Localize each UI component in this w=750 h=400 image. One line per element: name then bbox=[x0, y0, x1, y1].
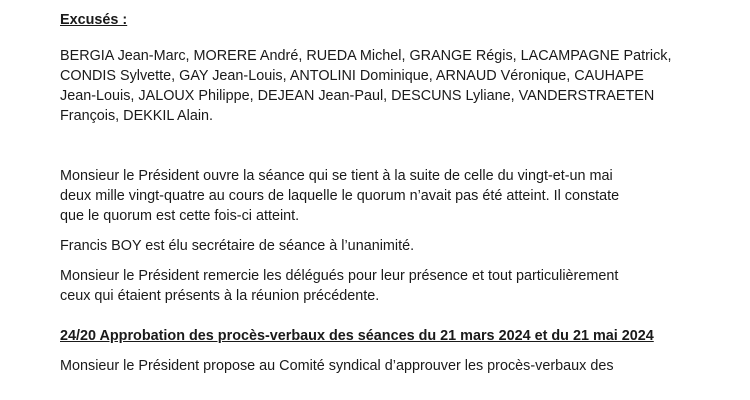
thanks-line-2: ceux qui étaient présents à la réunion précédente. bbox=[60, 288, 380, 304]
opening-line-1: Monsieur le Président ouvre la séance qui se tient à la suite de celle du vingt-et-un mai bbox=[60, 168, 613, 184]
opening-paragraph bbox=[60, 166, 730, 226]
excuses-names-line-4: François, DEKKIL Alain. bbox=[60, 108, 214, 124]
excuses-names-line-1: BERGIA Jean-Marc, MORERE André, RUEDA Michel, GRANGE Régis, LACAMPAGNE Patrick, bbox=[60, 48, 672, 64]
section-first-line: Monsieur le Président propose au Comité syndical d’approuver les procès-verbaux des bbox=[60, 358, 614, 374]
thanks-line-1: Monsieur le Président remercie les délégués pour leur présence et tout particulièrement bbox=[60, 268, 619, 284]
secretary-paragraph: Francis BOY est élu secrétaire de séance à l’unanimité. bbox=[60, 238, 415, 254]
thanks-paragraph bbox=[60, 266, 730, 306]
excuses-names-line-2: CONDIS Sylvette, GAY Jean-Louis, ANTOLINI Dominique, ARNAUD Véronique, CAUHAPE bbox=[60, 68, 644, 84]
excuses-names-line-3: Jean-Louis, JALOUX Philippe, DEJEAN Jean-Paul, DESCUNS Lyliane, VANDERSTRAETEN bbox=[60, 88, 655, 104]
opening-line-3: que le quorum est cette fois-ci atteint. bbox=[60, 208, 300, 224]
opening-line-2: deux mille vingt-quatre au cours de laquelle le quorum n’avait pas été atteint. Il constate bbox=[60, 188, 620, 204]
excuses-heading: Excusés : bbox=[60, 12, 128, 28]
section-title: 24/20 Approbation des procès-verbaux des séances du 21 mars 2024 et du 21 mai 2024 bbox=[60, 328, 654, 344]
document-page bbox=[60, 10, 730, 376]
excuses-names bbox=[60, 46, 730, 126]
